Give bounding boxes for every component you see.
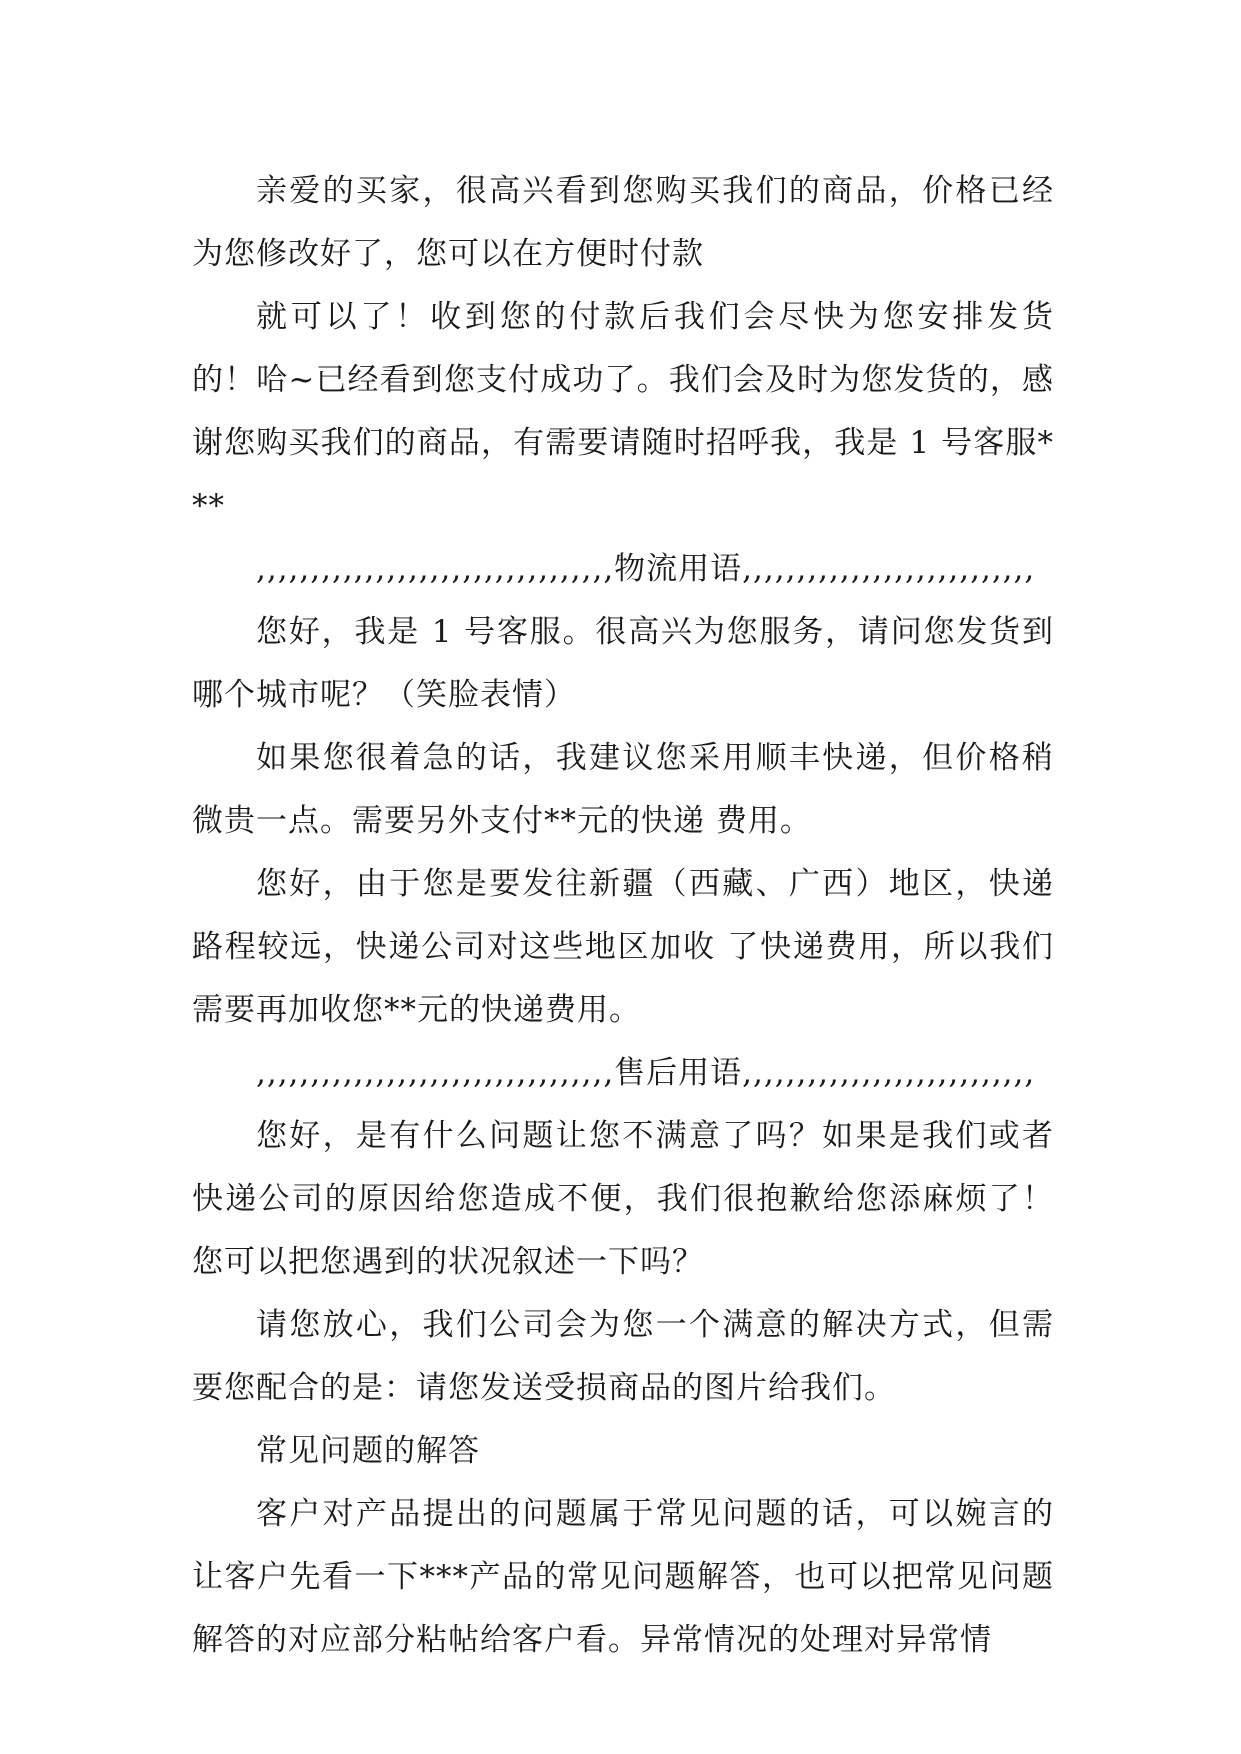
paragraph-faq: 客户对产品提出的问题属于常见问题的话，可以婉言的让客户先看一下***产品的常见问题解答，也可以把常见问题解答的对应部分粘帖给客户看。异常情况的处理对异常情 — [192, 1496, 1054, 1658]
paragraph-greeting: 亲爱的买家，很高兴看到您购买我们的商品，价格已经为您修改好了，您可以在方便时付款 — [192, 173, 1054, 272]
paragraph-logistics-express: 如果您很着急的话，我建议您采用顺丰快递，但价格稍微贵一点。需要另外支付**元的快递 费用。 — [192, 740, 1054, 839]
paragraph-payment-confirmation: 就可以了！收到您的付款后我们会尽快为您安排发货的！哈~已经看到您支付成功了。我们会及时为您发货的，感谢您购买我们的商品，有需要请随时招呼我，我是 1 号客服*** — [192, 299, 1054, 524]
paragraph-logistics-remote: 您好，由于您是要发往新疆（西藏、广西）地区，快递路程较远，快递公司对这些地区加收 了快递费用，所以我们需要再加收您**元的快递费用。 — [192, 866, 1054, 1028]
section-heading-faq: 常见问题的解答 — [256, 1433, 480, 1469]
section-heading-after-sales: ,,,,,,,,,,,,,,,,,,,,,,,,,,,,,,,,,售后用语,,,,,,,,,,,,,,,,,,,,,,,,,,, — [256, 1055, 1036, 1091]
paragraph-logistics-city: 您好，我是 1 号客服。很高兴为您服务，请问您发货到哪个城市呢？（笑脸表情） — [192, 614, 1054, 713]
section-heading-logistics: ,,,,,,,,,,,,,,,,,,,,,,,,,,,,,,,,,物流用语,,,,,,,,,,,,,,,,,,,,,,,,,,, — [256, 551, 1036, 587]
paragraph-after-sales-issue: 您好，是有什么问题让您不满意了吗？如果是我们或者快递公司的原因给您造成不便，我们很抱歉给您添麻烦了！您可以把您遇到的状况叙述一下吗？ — [192, 1118, 1054, 1280]
document-page — [192, 160, 1054, 1672]
paragraph-after-sales-solution: 请您放心，我们公司会为您一个满意的解决方式，但需要您配合的是：请您发送受损商品的图片给我们。 — [192, 1307, 1054, 1406]
